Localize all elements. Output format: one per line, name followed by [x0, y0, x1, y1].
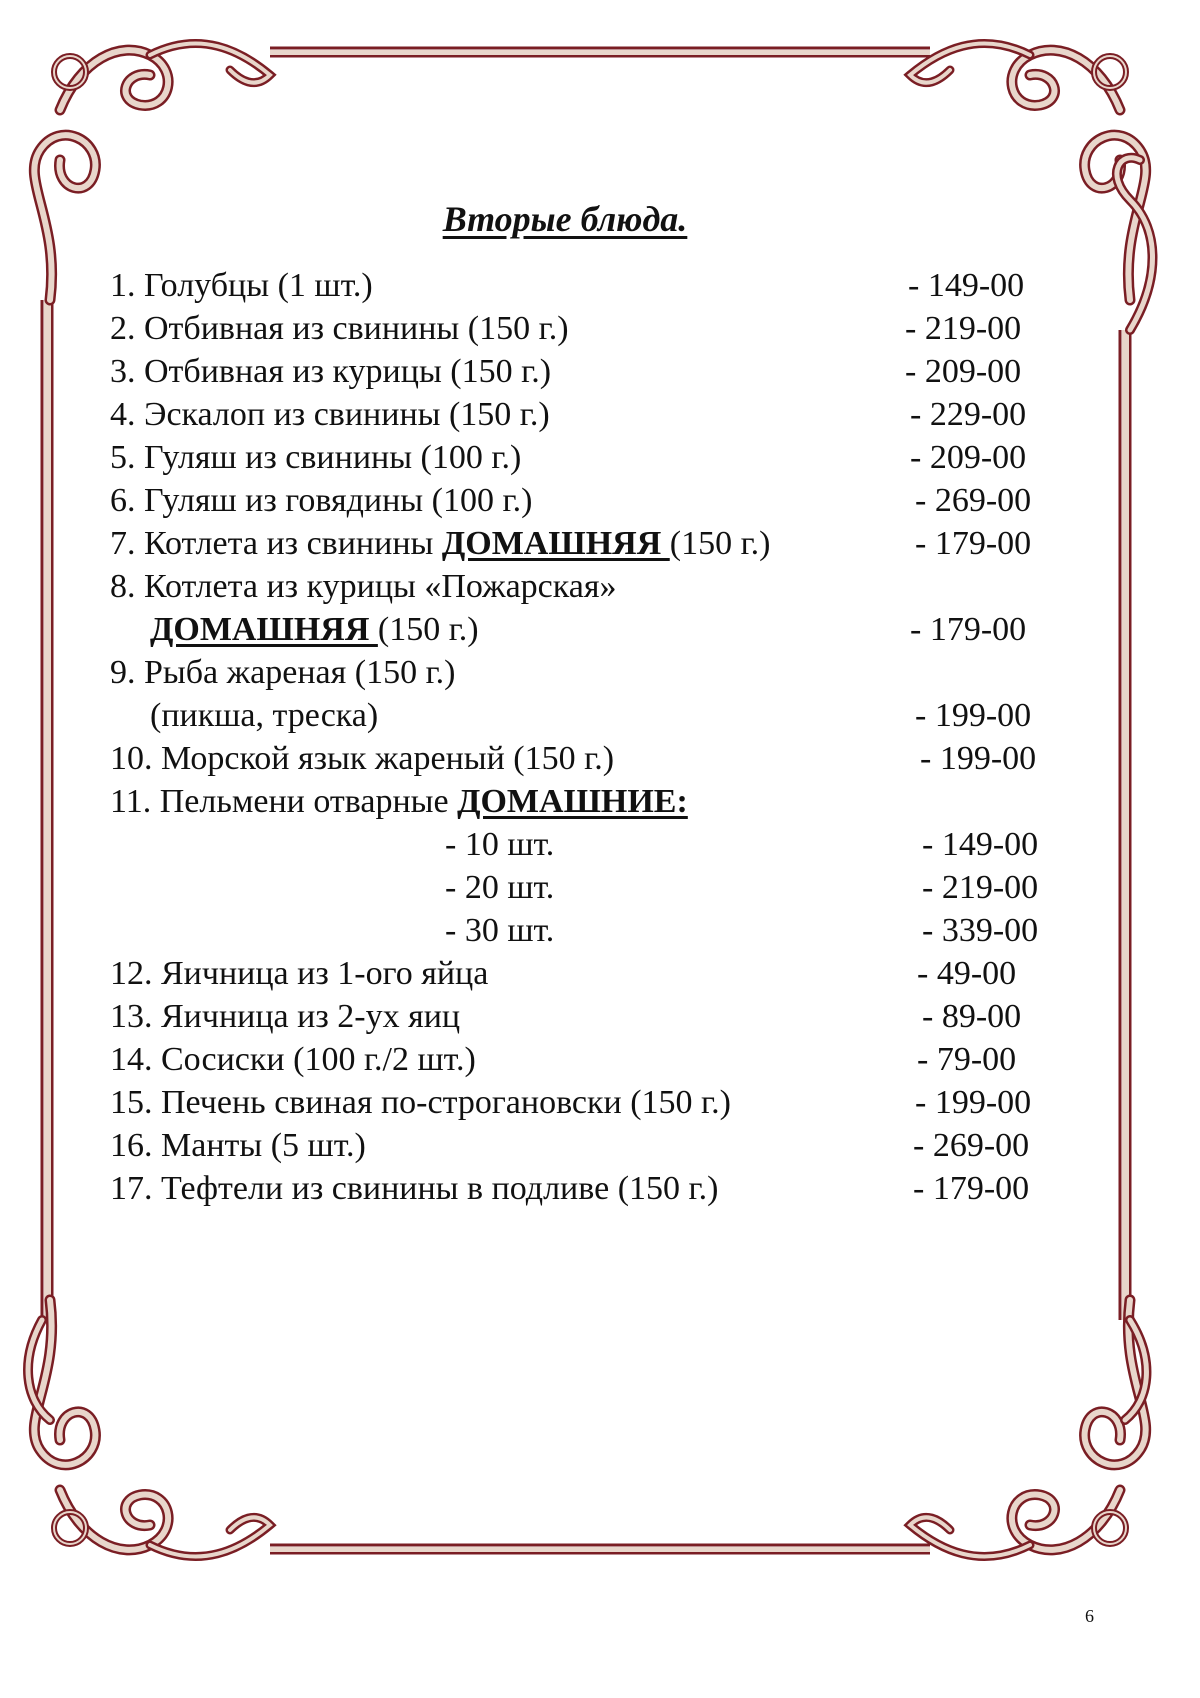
- menu-price-15: - 199-00: [915, 1084, 1032, 1121]
- page-title: Вторые блюда.: [442, 199, 688, 239]
- menu-price-13: - 89-00: [922, 998, 1022, 1035]
- menu-subprice-11-3: - 339-00: [922, 912, 1039, 949]
- homemade-label: ДОМАШНЯЯ: [441, 525, 670, 562]
- menu-price-17: - 179-00: [913, 1170, 1030, 1207]
- menu-item-12: 12. Яичница из 1-ого яйца: [110, 955, 489, 992]
- item-text: 7. Котлета из свинины: [110, 525, 442, 562]
- menu-item-9: 9. Рыба жареная (150 г.): [110, 654, 456, 691]
- menu-price-16: - 269-00: [913, 1127, 1030, 1164]
- menu-price-7: - 179-00: [915, 525, 1032, 562]
- menu-price-5: - 209-00: [910, 439, 1027, 476]
- menu-item-8: 8. Котлета из курицы «Пожарская»: [110, 568, 617, 605]
- menu-subitem-11-2: - 20 шт.: [445, 869, 555, 906]
- menu-item-11: [110, 782, 688, 822]
- menu-subprice-11-1: - 149-00: [922, 826, 1039, 863]
- menu-price-10: - 199-00: [920, 740, 1037, 777]
- menu-subprice-11-2: - 219-00: [922, 869, 1039, 906]
- page-number: 6: [1085, 1606, 1094, 1626]
- menu-item-7: [110, 524, 771, 564]
- menu-price-8: - 179-00: [910, 611, 1027, 648]
- menu-item-16: 16. Манты (5 шт.): [110, 1127, 366, 1164]
- item-weight: (150 г.): [377, 611, 479, 648]
- menu-item-5: 5. Гуляш из свинины (100 г.): [110, 439, 522, 476]
- menu-item-8-cont: [150, 610, 479, 650]
- menu-price-1: - 149-00: [908, 267, 1025, 304]
- menu-item-1: [110, 266, 373, 306]
- menu-price-4: - 229-00: [910, 396, 1027, 433]
- homemade-label: ДОМАШНИЕ:: [457, 783, 688, 820]
- homemade-label: ДОМАШНЯЯ: [150, 611, 378, 648]
- menu-item-13: 13. Яичница из 2-ух яиц: [110, 998, 461, 1035]
- menu-price-12: - 49-00: [917, 955, 1017, 992]
- menu-item-17: 17. Тефтели из свинины в подливе (150 г.): [110, 1170, 719, 1207]
- menu-subitem-11-1: - 10 шт.: [445, 826, 555, 863]
- menu-item-9-cont: (пикша, треска): [150, 697, 379, 734]
- menu-item-14: 14. Сосиски (100 г./2 шт.): [110, 1041, 476, 1078]
- item-text: 11. Пельмени отварные: [110, 783, 458, 820]
- menu-price-2: - 219-00: [905, 310, 1022, 347]
- menu-item-6: 6. Гуляш из говядины (100 г.): [110, 482, 533, 519]
- menu-item-2: 2. Отбивная из свинины (150 г.): [110, 310, 569, 347]
- item-weight: (150 г.): [669, 525, 771, 562]
- menu-item-10: 10. Морской язык жареный (150 г.): [110, 740, 615, 777]
- item-text: 1. Голубцы (1 шт.): [110, 267, 373, 304]
- menu-subitem-11-3: - 30 шт.: [445, 912, 555, 949]
- menu-price-6: - 269-00: [915, 482, 1032, 519]
- menu-price-9: - 199-00: [915, 697, 1032, 734]
- menu-item-3: 3. Отбивная из курицы (150 г.): [110, 353, 552, 390]
- menu-price-3: - 209-00: [905, 353, 1022, 390]
- menu-item-15: 15. Печень свиная по-строгановски (150 г.): [110, 1084, 731, 1121]
- menu-price-14: - 79-00: [917, 1041, 1017, 1078]
- menu-item-4: 4. Эскалоп из свинины (150 г.): [110, 396, 550, 433]
